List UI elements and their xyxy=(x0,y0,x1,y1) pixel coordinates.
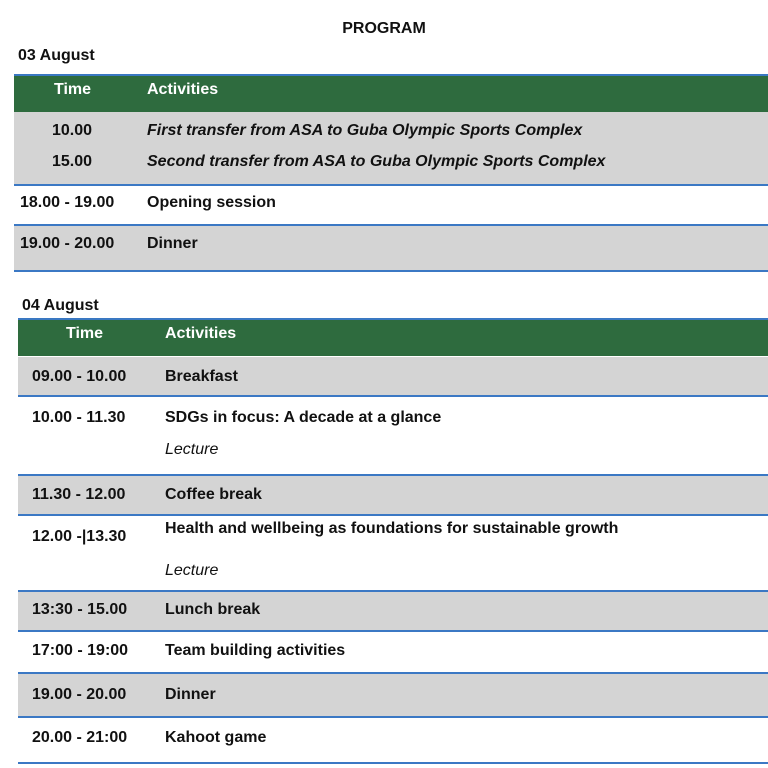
row-activity: Opening session xyxy=(147,194,276,211)
day1-transfer-activity: Second transfer from ASA to Guba Olympic Sports Complex xyxy=(147,153,606,170)
row-activity: Kahoot game xyxy=(165,729,267,746)
table-row xyxy=(18,592,768,632)
day1-transfers-row xyxy=(14,112,768,186)
row-time: 10.00 - 11.30 xyxy=(32,409,126,426)
day2-header-activities: Activities xyxy=(165,325,237,342)
day1-table-header xyxy=(14,74,768,112)
table-row xyxy=(14,186,768,226)
day2-table-header xyxy=(18,318,768,356)
table-row xyxy=(18,397,768,476)
day1-header-time: Time xyxy=(54,81,92,98)
table-row xyxy=(18,357,768,397)
table-row xyxy=(18,476,768,516)
row-activity: Dinner xyxy=(147,235,198,252)
row-time: 19.00 - 20.00 xyxy=(20,235,115,252)
row-time: 13:30 - 15.00 xyxy=(32,601,128,618)
row-time: 11.30 - 12.00 xyxy=(32,486,126,503)
row-time: 20.00 - 21:00 xyxy=(32,729,128,746)
row-activity: Dinner xyxy=(165,686,216,703)
row-note: Lecture xyxy=(165,441,219,458)
row-activity: Coffee break xyxy=(165,486,262,503)
table-row xyxy=(18,718,768,764)
row-time: 18.00 - 19.00 xyxy=(20,194,115,211)
row-note: Lecture xyxy=(165,562,219,579)
table-row xyxy=(18,516,768,592)
day1-header-activities: Activities xyxy=(147,81,219,98)
page-title: PROGRAM xyxy=(342,20,426,37)
row-activity: SDGs in focus: A decade at a glance xyxy=(165,409,442,426)
row-time: 17:00 - 19:00 xyxy=(32,642,129,659)
day2-header-time: Time xyxy=(66,325,104,342)
day1-transfer-activity: First transfer from ASA to Guba Olympic Sports Complex xyxy=(147,122,583,139)
table-row xyxy=(18,674,768,718)
row-time: 12.00 -|13.30 xyxy=(32,528,127,545)
row-activity: Team building activities xyxy=(165,642,346,659)
day2-date: 04 August xyxy=(22,297,99,314)
day1-transfer-time: 10.00 xyxy=(52,122,93,139)
day1-transfer-time: 15.00 xyxy=(52,153,93,170)
row-activity: Health and wellbeing as foundations for sustainable growth xyxy=(165,520,619,537)
row-activity: Lunch break xyxy=(165,601,261,618)
table-row xyxy=(18,632,768,674)
table-row xyxy=(14,226,768,272)
row-time: 09.00 - 10.00 xyxy=(32,368,127,385)
row-activity: Breakfast xyxy=(165,368,238,385)
day1-date: 03 August xyxy=(18,47,95,64)
row-time: 19.00 - 20.00 xyxy=(32,686,127,703)
